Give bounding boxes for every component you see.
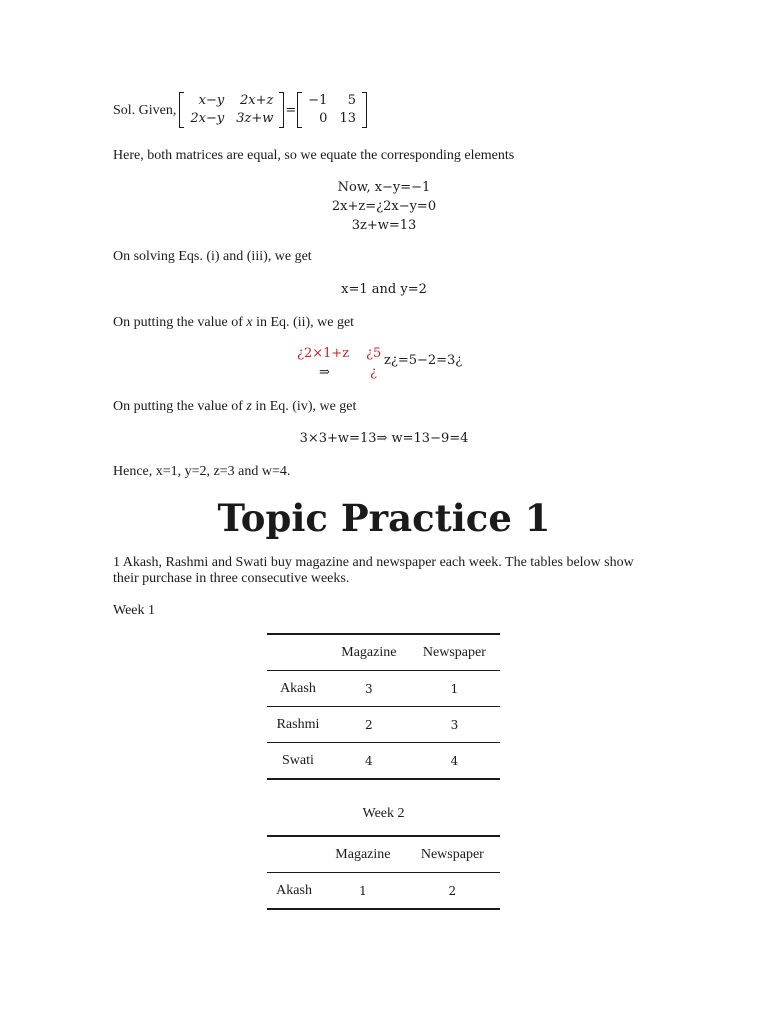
table-cell-value: 4 — [329, 743, 409, 780]
solving-paragraph: On solving Eqs. (i) and (iii), we get — [113, 249, 312, 264]
table-header-cell: Newspaper — [409, 634, 500, 671]
table-cell-value: 1 — [409, 671, 500, 707]
equation-system — [284, 178, 484, 235]
table-cell-value: 3 — [409, 707, 500, 743]
week2-label: Week 2 — [362, 806, 405, 821]
equals-sign: = — [285, 102, 297, 118]
w-equation: 3×3+w=13⇒ w=13−9=4 — [299, 431, 469, 446]
sub-eq-part-b: ¿5 — [366, 346, 382, 361]
table-cell-value: 2 — [329, 707, 409, 743]
equate-paragraph: Here, both matrices are equal, so we equate the corresponding elements — [113, 148, 515, 163]
sub-eq-part-d: ¿ — [370, 365, 377, 380]
put-z-text-after: in Eq. (iv), we get — [251, 399, 357, 414]
put-x-text-before: On putting the value of — [113, 315, 247, 330]
xy-result: x=1 and y=2 — [341, 282, 427, 297]
matrix-cell: 0 — [319, 111, 328, 126]
given-equation — [113, 92, 367, 128]
table-cell-value: 2 — [405, 873, 500, 910]
matrix-cell: 5 — [347, 93, 356, 108]
matrix-cell: x−y — [198, 93, 225, 108]
right-matrix — [297, 92, 367, 128]
table-header-row — [267, 634, 500, 671]
put-z-variable: z — [246, 399, 252, 414]
sub-eq-part-a: ¿2×1+z — [297, 346, 350, 361]
table-cell-name: Swati — [267, 743, 329, 780]
topic-title: Topic Practice 1 — [217, 496, 551, 540]
put-x-variable: x — [246, 315, 253, 330]
table-cell-name: Akash — [267, 873, 321, 910]
matrix-cell: 2x−y — [190, 111, 225, 126]
equation-line-2: 2x+z=¿2x−y=0 — [331, 199, 437, 214]
put-x-text-after: in Eq. (ii), we get — [252, 315, 355, 330]
put-x-paragraph — [113, 314, 354, 331]
table-row — [267, 671, 500, 707]
table-cell-name: Rashmi — [267, 707, 329, 743]
table-row — [267, 707, 500, 743]
week1-label: Week 1 — [113, 603, 156, 618]
matrix-cell: 3z+w — [236, 111, 274, 126]
left-matrix — [179, 92, 284, 128]
table-header-cell: Newspaper — [405, 836, 500, 873]
table-cell-value: 1 — [321, 873, 405, 910]
week2-table — [267, 835, 500, 910]
table-cell-name: Akash — [267, 671, 329, 707]
table-cell-value: 4 — [409, 743, 500, 780]
equation-line-3: 3z+w=13 — [351, 218, 417, 233]
matrix-cell: 13 — [339, 111, 356, 126]
put-z-paragraph — [113, 398, 356, 415]
table-cell-value: 3 — [329, 671, 409, 707]
implies-symbol: ⇒ — [319, 365, 330, 380]
table-header-row — [267, 836, 500, 873]
table-row — [267, 873, 500, 910]
equation-line-1: Now, x−y=−1 — [337, 180, 431, 195]
sub-eq-part-c: z¿=5−2=3¿ — [384, 353, 463, 368]
table-header-cell: Magazine — [329, 634, 409, 671]
table-header-cell: Magazine — [321, 836, 405, 873]
table-row — [267, 743, 500, 780]
table-header-cell — [267, 836, 321, 873]
matrix-cell: −1 — [308, 93, 328, 108]
matrix-cell: 2x+z — [240, 93, 274, 108]
given-label: Sol. Given, — [113, 102, 177, 118]
question-paragraph: 1 Akash, Rashmi and Swati buy magazine and newspaper each week. The tables below show their purchase in three consecutive weeks. — [113, 555, 634, 586]
put-z-text-before: On putting the value of — [113, 399, 247, 414]
table-header-cell — [267, 634, 329, 671]
hence-paragraph: Hence, x=1, y=2, z=3 and w=4. — [113, 464, 291, 479]
week1-table — [267, 633, 500, 780]
